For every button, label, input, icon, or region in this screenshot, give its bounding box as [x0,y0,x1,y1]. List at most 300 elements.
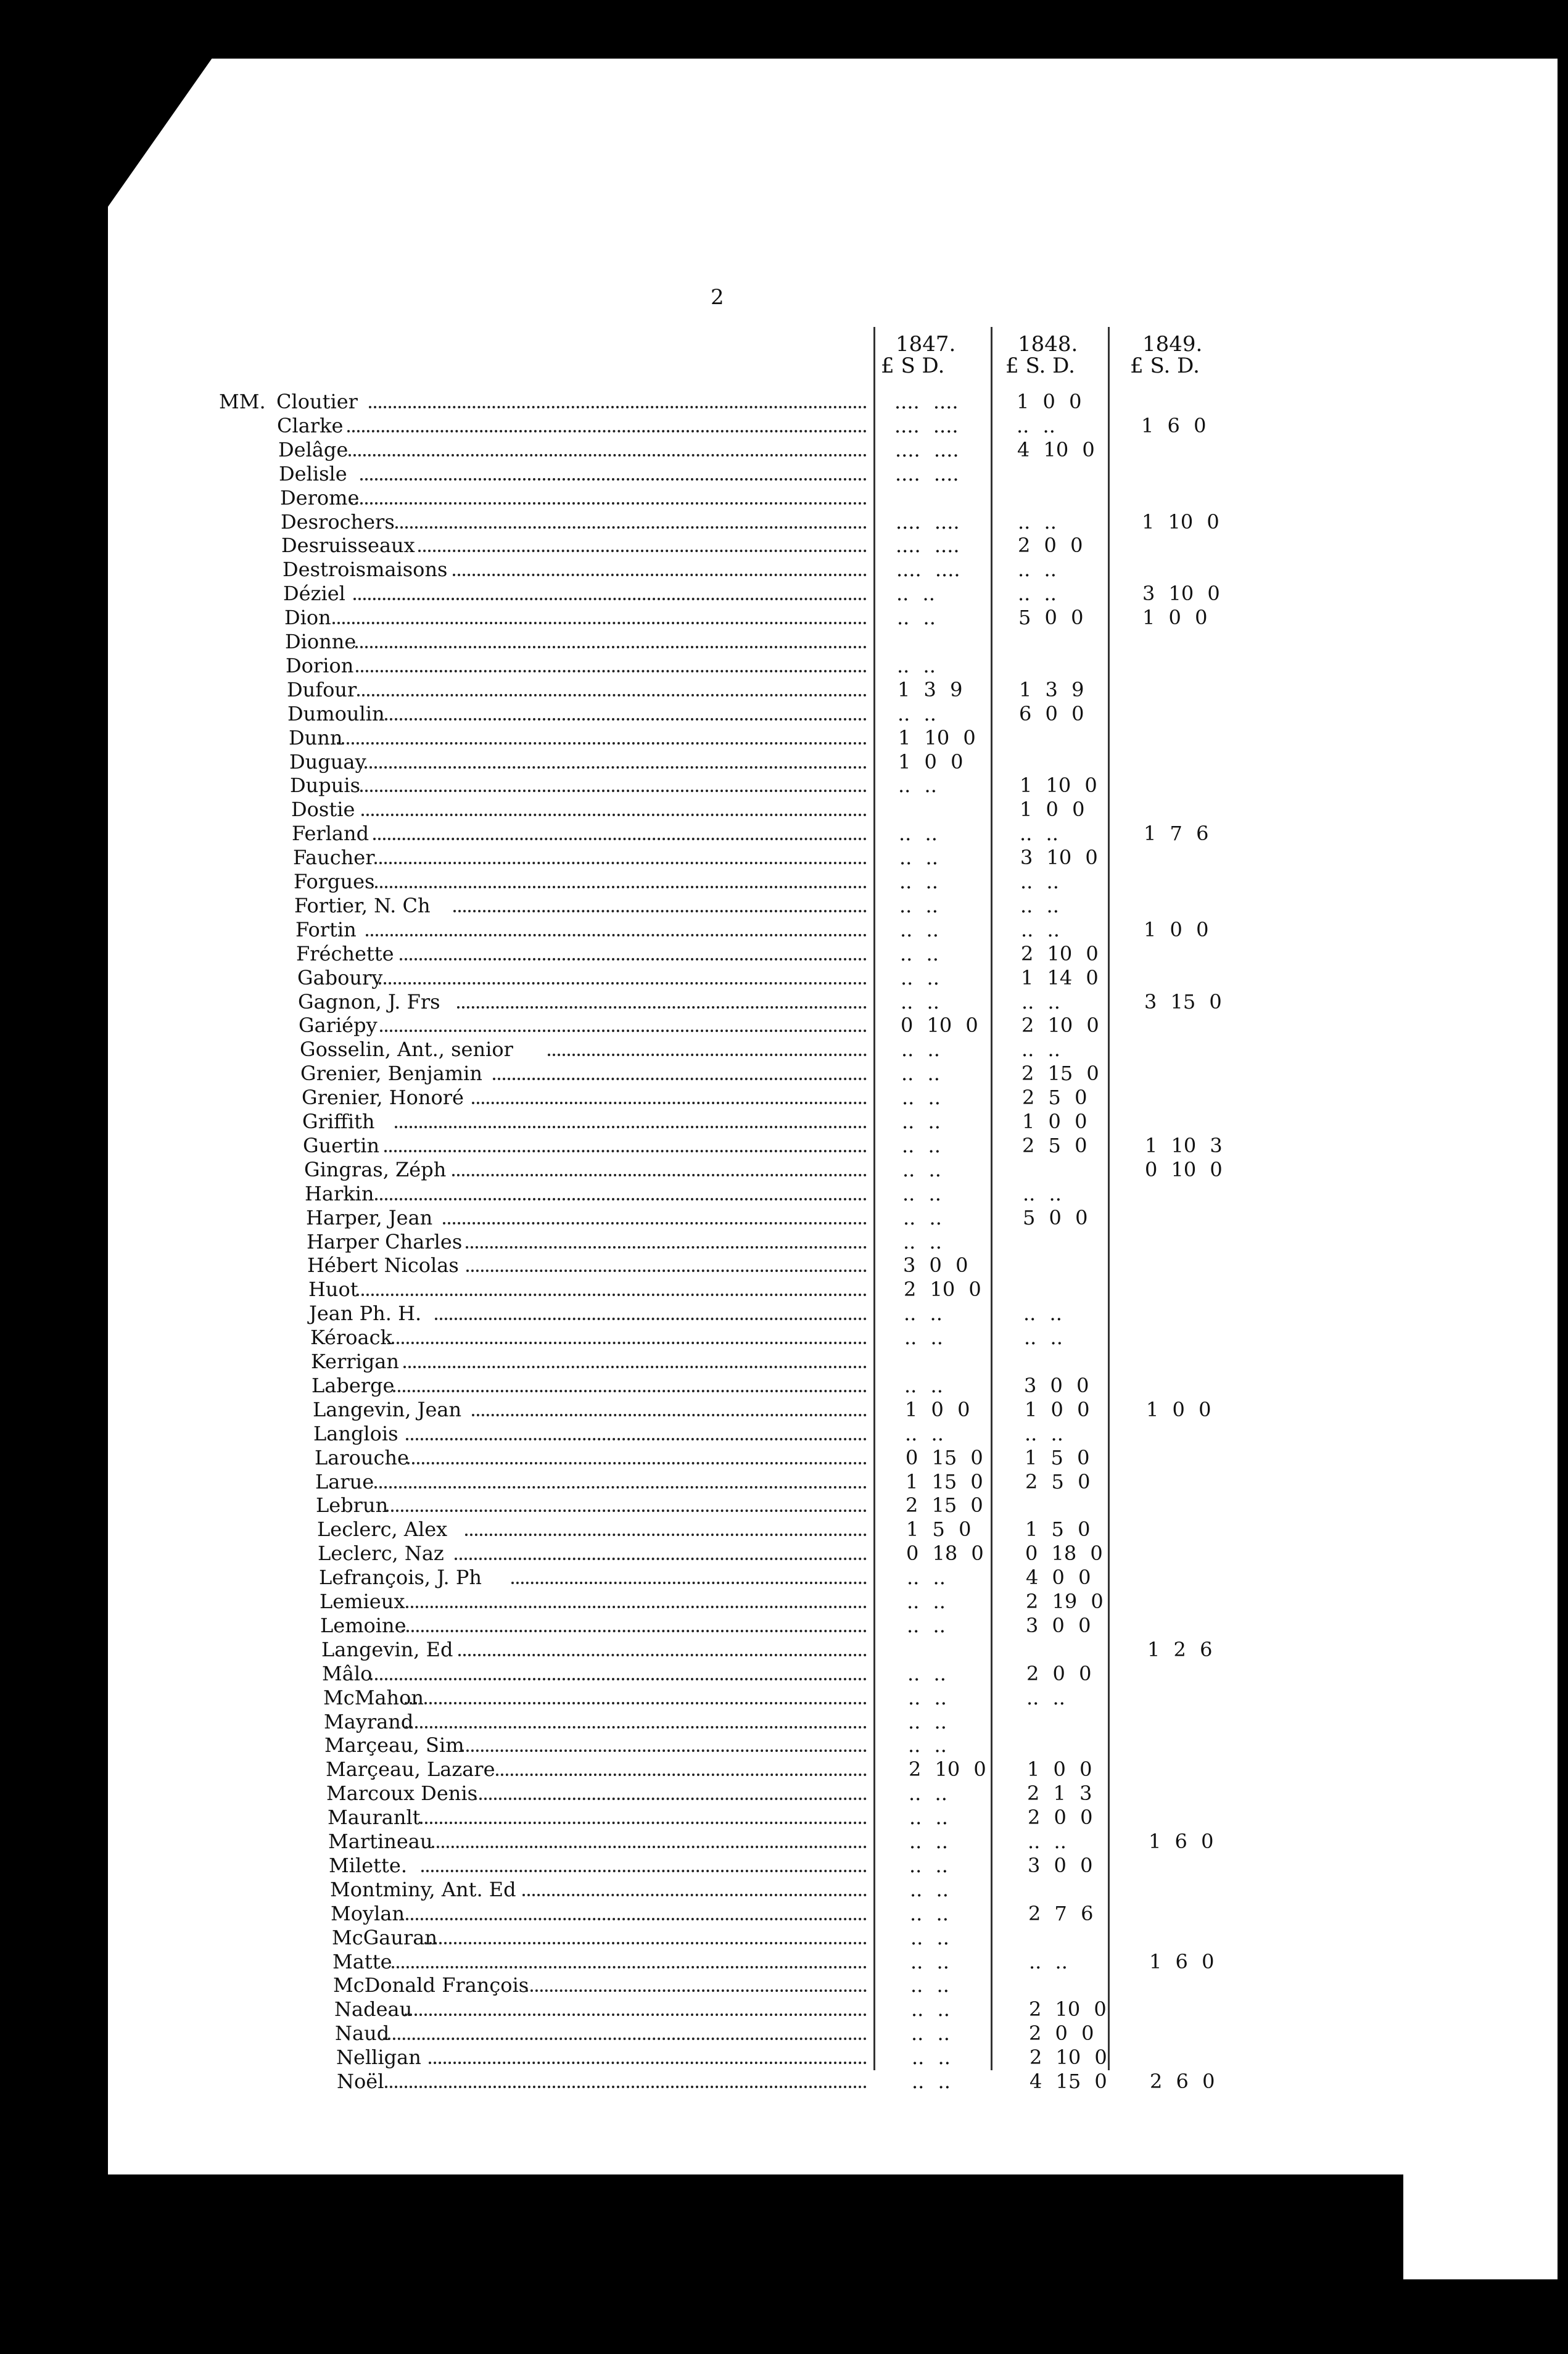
dot-leader [380,1030,867,1032]
amount-c47: .. .. [898,774,937,798]
amount-c47: .. .. [910,1901,949,1925]
amount-c47: .. .. [904,1302,943,1326]
table-row [0,1686,1568,1709]
table-row [0,1326,1568,1349]
table-row [0,1446,1568,1469]
amount-c47: .. .. [907,1661,946,1685]
amount-c47: 1 0 0 [898,750,963,774]
amount-c47: .... .... [895,461,959,485]
amount-c48: 2 0 0 [1026,1661,1092,1685]
amount-c48: .. .. [1021,1038,1060,1062]
dot-leader [466,1270,867,1272]
row-name: Desruisseaux [281,534,415,558]
amount-c48: 1 0 0 [1017,390,1082,413]
amount-c47: .. .. [902,1110,941,1133]
dot-leader [458,1654,867,1656]
row-name: Gaboury [297,965,383,989]
table-row [0,1398,1568,1421]
dot-leader [443,1222,867,1224]
row-name: Fortin [295,917,357,941]
dot-leader [403,1366,867,1368]
amount-c47: 3 0 0 [903,1253,968,1278]
dot-leader [349,454,867,456]
table-row [0,606,1568,629]
table-row [0,702,1568,725]
amount-c49: 2 6 0 [1150,2070,1215,2093]
dot-leader [374,1486,867,1489]
row-name: Marcoux Denis [326,1782,478,1806]
row-name: Harkin [305,1181,374,1205]
dot-leader [457,1006,867,1009]
row-name: Langevin, Jean [313,1397,462,1421]
dot-leader [357,1294,867,1296]
table-row [0,1206,1568,1229]
amount-c47: .... .... [894,390,959,413]
row-name: Dion [284,606,331,630]
dot-leader [461,1749,867,1752]
amount-c48: .. .. [1017,413,1055,437]
table-row [0,1782,1568,1805]
table-row [0,1830,1568,1853]
table-row [0,846,1568,869]
row-name: Gariépy [299,1014,378,1038]
amount-c47: .. .. [902,1133,941,1157]
dot-leader [395,1126,867,1128]
amount-c47: .. .. [899,822,938,846]
row-name: Hébert Nicolas [307,1253,459,1278]
header-units-1848: £ S. D. [1005,353,1075,378]
amount-c47: .. .. [907,1590,946,1613]
row-name: Gosselin, Ant., senior [300,1038,513,1062]
table-row [0,1493,1568,1517]
dot-leader [370,1678,867,1680]
table-row [0,1733,1568,1757]
amount-c47: 1 5 0 [906,1518,972,1542]
table-row [0,870,1568,893]
dot-leader [379,982,867,985]
table-row [0,1038,1568,1061]
amount-c48: 2 19 0 [1026,1590,1104,1613]
row-name: McDonald François [333,1973,529,1997]
dot-leader [420,1822,867,1824]
table-row [0,582,1568,605]
amount-c47: .. .. [910,1925,949,1949]
row-name: Kéroack [310,1326,392,1350]
dot-leader [511,1582,867,1584]
row-name: Larouche [315,1445,409,1469]
amount-c48: .. .. [1025,1421,1063,1445]
table-row [0,438,1568,461]
amount-c48: 2 10 0 [1021,941,1099,965]
dot-leader [350,502,867,505]
amount-c49: 1 10 0 [1142,510,1219,534]
dot-leader [466,1246,867,1249]
page-number: 2 [711,285,724,310]
row-name: Clarke [277,413,344,437]
amount-c47: 0 18 0 [906,1542,984,1566]
table-row [0,1110,1568,1133]
table-row [0,798,1568,821]
table-row [0,1278,1568,1301]
table-row [0,1926,1568,1949]
row-name: Grenier, Honoré [302,1086,464,1110]
table-row [0,1973,1568,1997]
dot-leader [405,1702,867,1704]
row-name: Forgues [294,870,375,893]
amount-c47: .... .... [895,437,959,461]
amount-c47: .. .. [909,1782,947,1806]
row-name: Delisle [279,461,347,485]
dot-leader [496,1774,867,1776]
amount-c48: 1 0 0 [1022,1110,1087,1133]
dot-leader [465,1534,867,1536]
amount-c48: 2 10 0 [1030,2046,1107,2070]
header-1847: 1847. [896,332,956,357]
dot-leader [526,1989,867,1992]
dot-leader [357,694,867,696]
row-name: Gingras, Zéph [304,1157,447,1181]
amount-c47: .. .. [897,653,936,677]
table-row [0,2022,1568,2045]
dot-leader [472,1102,867,1104]
amount-c48: 1 0 0 [1020,798,1085,822]
amount-c49: 1 0 0 [1146,1397,1211,1421]
amount-c48: .. .. [1018,582,1057,606]
table-row [0,1062,1568,1085]
amount-c47: .... .... [896,510,960,534]
table-row [0,1253,1568,1277]
amount-c47: .. .. [910,1877,949,1901]
dot-leader [452,1174,867,1176]
header-1849: 1849. [1142,332,1203,357]
amount-c47: 1 3 9 [897,677,963,701]
table-row [0,822,1568,845]
amount-c48: 2 5 0 [1025,1469,1091,1493]
amount-c47: .. .. [909,1830,948,1853]
table-row [0,1950,1568,1973]
amount-c48: .. .. [1024,1326,1063,1350]
amount-c49: 1 0 0 [1144,917,1209,941]
table-row [0,1878,1568,1901]
amount-c47: .. .. [904,1373,943,1397]
table-row [0,1638,1568,1661]
row-name: McMahon [323,1685,424,1709]
amount-c47: .. .. [911,1997,950,2022]
amount-c48: 4 15 0 [1030,2070,1107,2093]
row-name: Dufour [287,677,357,701]
table-row [0,1542,1568,1565]
table-row [0,558,1568,581]
amount-c48: .. .. [1021,989,1060,1014]
table-row [0,1997,1568,2021]
table-row [0,1566,1568,1589]
amount-c48: 4 0 0 [1026,1566,1091,1590]
amount-c48: 5 0 0 [1023,1205,1088,1229]
amount-c47: .. .. [902,1086,941,1110]
row-name: Gagnon, J. Frs [298,989,440,1014]
table-row [0,534,1568,557]
row-name: Cloutier [276,390,358,413]
header-units-1847: £ S D. [881,353,945,378]
table-row [0,390,1568,413]
amount-c47: .. .. [902,1181,941,1205]
row-name: Mauranlt [328,1806,421,1830]
dot-leader [374,862,867,864]
row-name: Dionne [285,630,357,653]
amount-c47: .. .. [907,1566,946,1590]
row-name: Lefrançois, J. Ph [319,1566,482,1590]
dot-leader [424,1942,867,1944]
amount-c48: 2 1 3 [1027,1782,1092,1806]
header-1848: 1848. [1018,332,1078,357]
row-name: Martineau [328,1830,433,1853]
row-name: Mâlo [322,1661,373,1685]
amount-c47: .. .. [912,2046,951,2070]
amount-c48: .. .. [1028,1830,1067,1853]
dot-leader [432,1846,867,1848]
amount-c49: 0 10 0 [1145,1157,1223,1181]
row-name: Montminy, Ant. Ed [330,1877,516,1901]
amount-c48: 2 0 0 [1018,534,1083,558]
dot-leader [455,1558,867,1560]
amount-c48: 1 10 0 [1020,774,1097,798]
amount-c48: .. .. [1026,1685,1065,1709]
amount-c47: .. .. [905,1421,944,1445]
amount-c49: 1 6 0 [1141,413,1207,437]
row-name: Fréchette [296,941,394,965]
row-name: Marçeau, Lazare [326,1757,495,1782]
amount-c49: 1 6 0 [1149,1949,1215,1973]
row-name: Nadeau [334,1997,413,2022]
row-name: Lemieux [320,1590,405,1613]
table-row [0,630,1568,653]
header-units-1849: £ S. D. [1130,353,1200,378]
amount-c48: 3 10 0 [1020,846,1098,870]
amount-c47: .. .. [900,941,939,965]
dot-leader [421,1870,867,1872]
amount-c47: 0 15 0 [906,1445,983,1469]
amount-c47: 1 15 0 [906,1469,983,1493]
amount-c47: 2 10 0 [904,1278,981,1302]
dot-leader [392,1966,867,1968]
amount-c47: .. .. [897,701,936,725]
amount-c47: .. .. [903,1205,942,1229]
amount-c47: .. .. [900,917,939,941]
dot-leader [405,1726,867,1728]
table-row [0,510,1568,534]
dot-leader [375,886,867,888]
dot-leader [332,622,867,624]
row-name: Huot [308,1278,358,1302]
amount-c47: .. .. [899,893,938,917]
table-row [0,750,1568,774]
row-name: Moylan [331,1901,405,1925]
amount-c47: .. .. [910,1973,949,1997]
table-row [0,1134,1568,1157]
dot-leader [401,1918,867,1920]
table-row [0,462,1568,485]
row-name: Leclerc, Naz [318,1542,444,1566]
amount-c48: 1 5 0 [1025,1445,1090,1469]
table-row [0,942,1568,965]
prefix-mm: MM. [219,390,266,413]
dot-leader [474,1798,867,1800]
row-name: Derome [280,485,360,510]
table-row [0,1518,1568,1541]
row-name: Dunn [289,725,343,750]
amount-c48: 2 10 0 [1029,1997,1107,2022]
table-row [0,726,1568,750]
row-name: Fortier, N. Ch [294,893,431,917]
dot-leader [405,2013,867,2016]
amount-c47: .. .. [904,1326,943,1350]
dot-leader [353,598,867,600]
dot-leader [393,1390,867,1392]
table-row [0,1302,1568,1325]
amount-c48: 2 15 0 [1021,1062,1099,1086]
row-name: Griffith [302,1110,375,1133]
table-row [0,1806,1568,1829]
row-name: Harper Charles [307,1229,463,1253]
row-name: Larue [315,1469,374,1493]
amount-c48: 2 5 0 [1022,1086,1087,1110]
dot-leader [453,574,867,576]
dot-leader [401,1606,867,1608]
amount-c49: 1 10 3 [1145,1133,1223,1157]
amount-c48: 5 0 0 [1018,606,1084,630]
dot-leader [386,1509,867,1512]
dot-leader [337,742,867,745]
amount-c48: .. .. [1029,1949,1068,1973]
amount-c49: 1 7 6 [1144,822,1209,846]
table-row [0,894,1568,917]
dot-leader [395,526,867,529]
table-row [0,1757,1568,1781]
row-name: Langlois [313,1421,398,1445]
table-row [0,486,1568,510]
amount-c47: .. .. [896,582,935,606]
dot-leader [472,1414,867,1416]
dot-leader [418,550,867,552]
table-row [0,1230,1568,1253]
row-name: Duguay [289,750,366,774]
row-name: Langevin, Ed [321,1637,453,1661]
amount-c48: 6 0 0 [1019,701,1084,725]
row-name: Dumoulin [287,701,385,725]
dot-leader [369,406,867,408]
row-name: Dorion [286,653,354,677]
dot-leader [522,1894,867,1896]
amount-c48: .. .. [1023,1302,1062,1326]
row-name: Marçeau, Sim [324,1733,464,1757]
row-name: Noël [337,2070,384,2093]
table-row [0,1902,1568,1925]
dot-leader [406,1438,867,1440]
amount-c48: 1 0 0 [1025,1397,1090,1421]
table-row [0,1158,1568,1181]
amount-c49: 1 0 0 [1142,606,1208,630]
dot-leader [385,2086,867,2088]
dot-leader [384,1150,867,1152]
table-row [0,966,1568,989]
row-name: Dupuis [290,774,361,798]
amount-c47: .. .. [909,1853,948,1877]
amount-c48: 3 0 0 [1028,1853,1093,1877]
amount-c48: 1 14 0 [1021,965,1099,989]
amount-c48: .. .. [1020,822,1058,846]
table-row [0,1662,1568,1685]
table-row [0,678,1568,701]
dot-leader [453,910,867,912]
row-name: Desrochers [281,510,395,534]
amount-c48: 2 0 0 [1029,2022,1094,2046]
amount-c47: .. .. [907,1613,946,1637]
amount-c47: .. .. [901,965,939,989]
amount-c47: .. .. [909,1806,948,1830]
dot-leader [360,766,867,769]
amount-c48: 0 18 0 [1025,1542,1103,1566]
amount-c48: 2 0 0 [1028,1806,1093,1830]
amount-c48: .. .. [1023,1181,1062,1205]
dot-leader [373,838,867,840]
table-row [0,1182,1568,1205]
row-name: McGauran [332,1925,437,1949]
row-name: Kerrigan [311,1350,399,1373]
dot-leader [407,1462,867,1464]
amount-c48: 2 7 6 [1028,1901,1094,1925]
amount-c47: .. .. [908,1685,947,1709]
amount-c48: .. .. [1020,893,1059,917]
table-row [0,654,1568,677]
row-name: Nelligan [336,2046,421,2070]
table-row [0,1854,1568,1877]
dot-leader [402,1630,867,1632]
dot-leader [360,790,867,792]
amount-c48: 1 0 0 [1027,1757,1092,1782]
amount-c47: .. .. [910,1949,949,1973]
amount-c49: 1 2 6 [1147,1637,1213,1661]
table-row [0,1470,1568,1493]
amount-c47: .. .. [901,1062,940,1086]
amount-c47: 2 15 0 [906,1493,983,1518]
table-row [0,1614,1568,1637]
dot-leader [400,958,867,960]
dot-leader [355,646,867,648]
amount-c48: 2 10 0 [1021,1014,1099,1038]
amount-c49: 3 10 0 [1142,582,1220,606]
row-name: Harper, Jean [306,1205,433,1229]
amount-c49: 3 15 0 [1144,989,1222,1014]
row-name: Laberge [312,1373,395,1397]
table-row [0,1374,1568,1397]
amount-c49: 1 6 0 [1149,1830,1214,1853]
row-name: Lemoine [320,1613,406,1637]
amount-c47: .... .... [896,558,960,582]
table-row [0,2046,1568,2069]
amount-c47: 1 0 0 [905,1397,970,1421]
amount-c47: 0 10 0 [901,1014,978,1038]
row-name: Leclerc, Alex [317,1518,448,1542]
dot-leader [380,718,867,721]
table-row [0,990,1568,1014]
amount-c47: .. .. [908,1709,947,1733]
row-name: Jean Ph. H. [309,1302,422,1326]
amount-c48: 3 0 0 [1026,1613,1091,1637]
amount-c47: .... .... [896,534,960,558]
amount-c47: .. .. [903,1229,942,1253]
dot-leader [361,814,867,816]
row-name: Lebrun [316,1493,389,1518]
